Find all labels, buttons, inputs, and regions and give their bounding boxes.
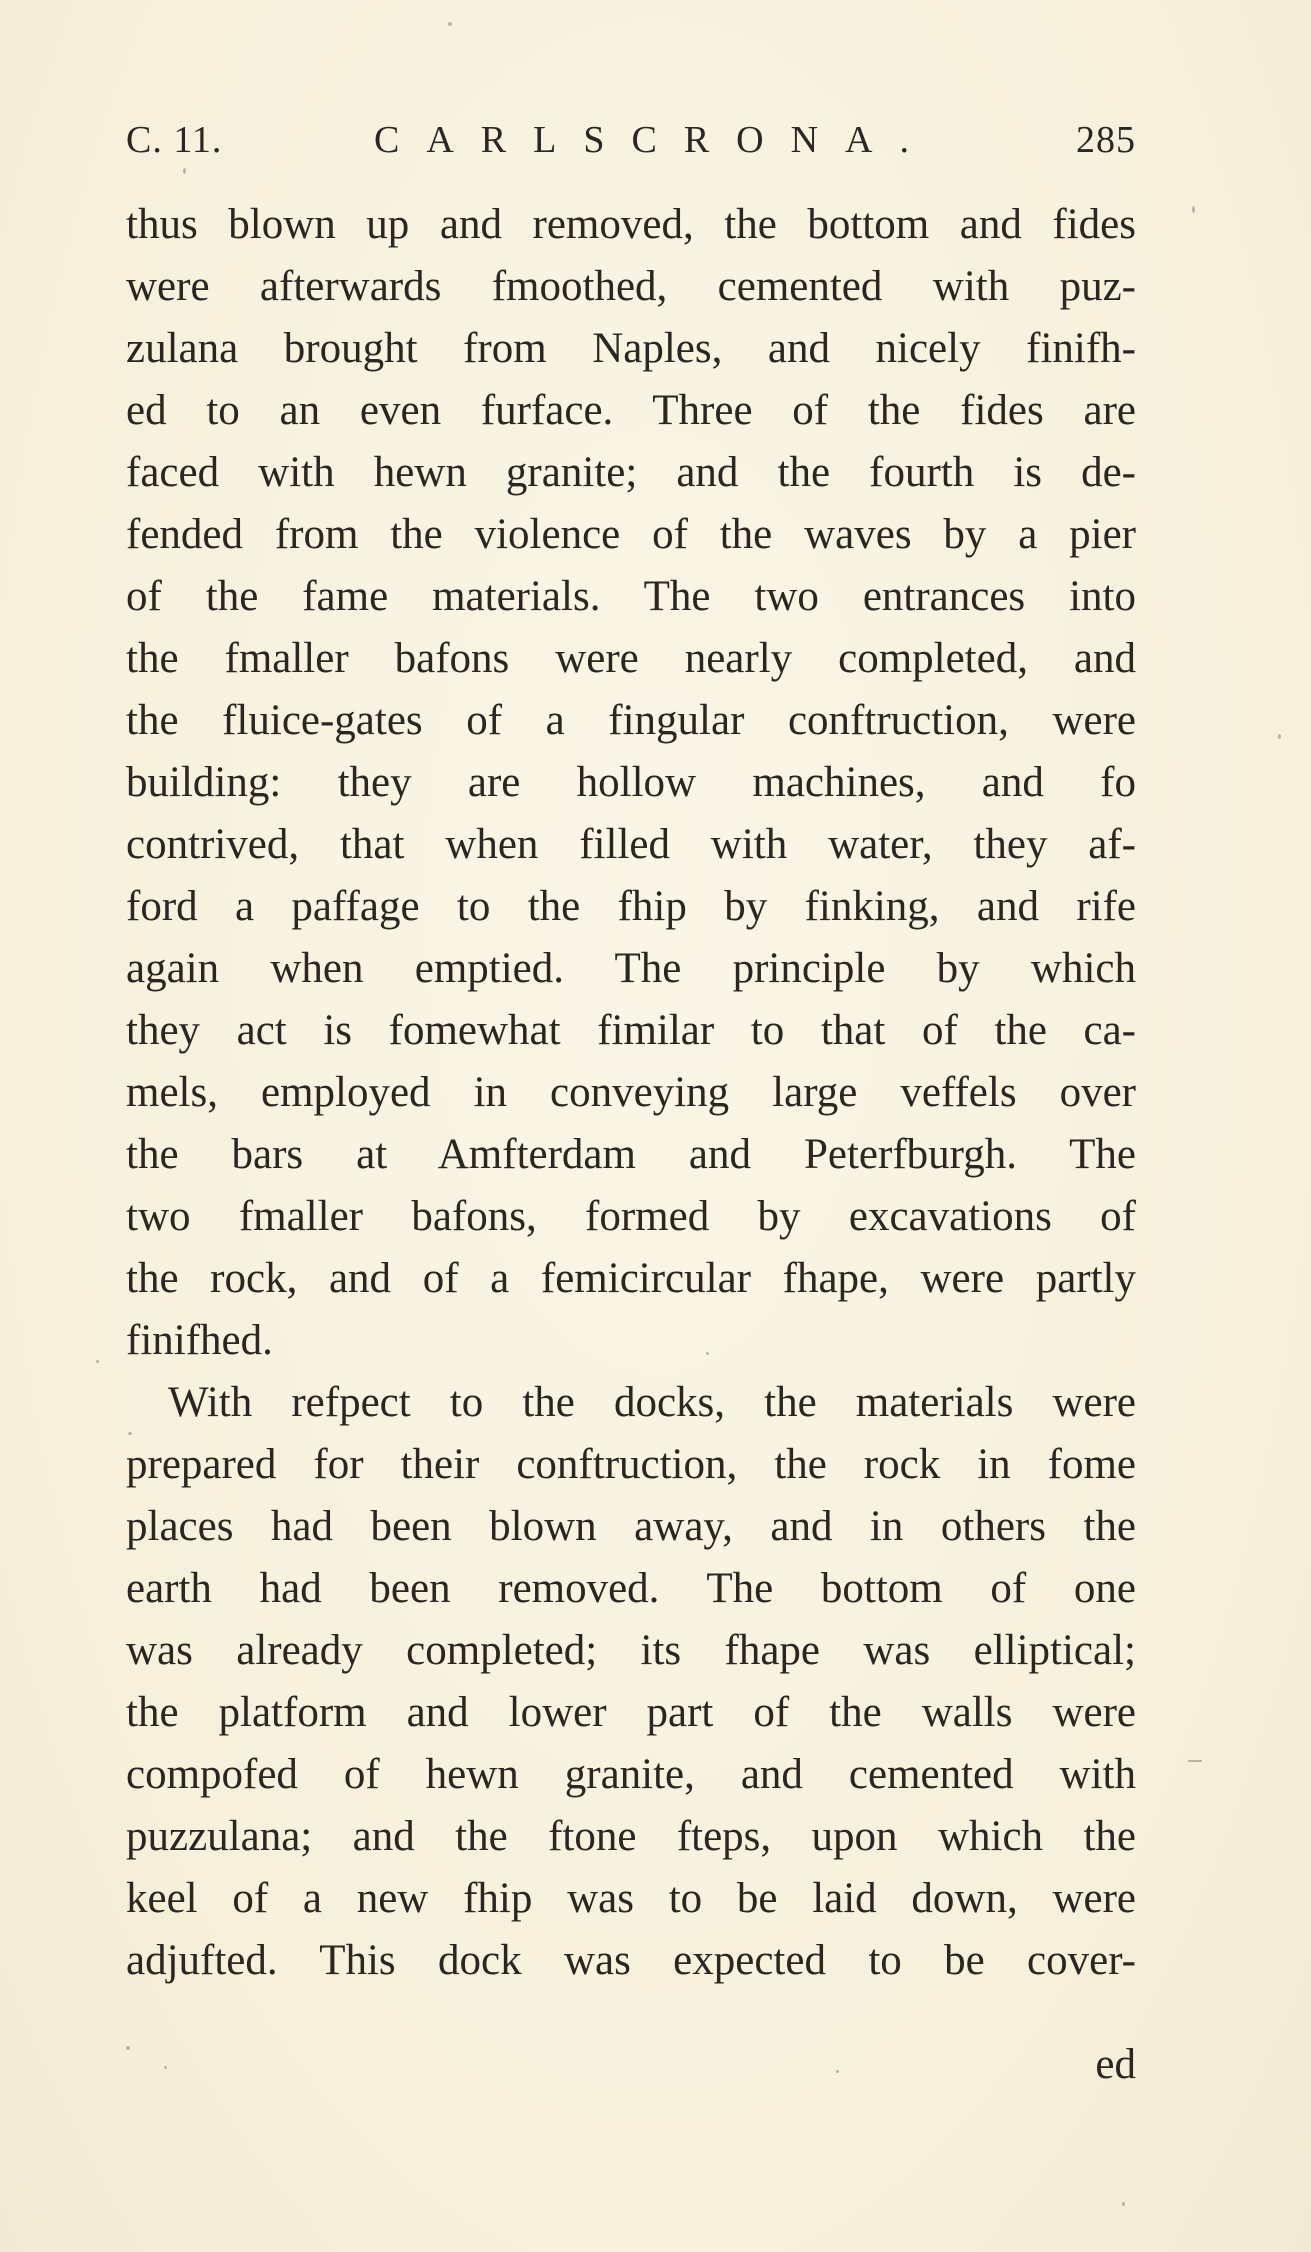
text-line: again when emptied. The principle by which bbox=[126, 945, 1136, 992]
text-line: the platform and lower part of the walls were bbox=[126, 1689, 1136, 1736]
text-line: building: they are hollow machines, and fo bbox=[126, 759, 1136, 806]
text-line: places had been blown away, and in others the bbox=[126, 1503, 1136, 1550]
paper-speck bbox=[836, 2070, 839, 2073]
text-line: fended from the violence of the waves by a pier bbox=[126, 511, 1136, 558]
paper-speck bbox=[448, 22, 452, 26]
paper-speck bbox=[706, 1352, 709, 1355]
paper-speck bbox=[1278, 734, 1281, 739]
text-line: finifhed. bbox=[126, 1317, 273, 1364]
text-line: mels, employed in conveying large veffels over bbox=[126, 1069, 1136, 1116]
text-line: earth had been removed. The bottom of one bbox=[126, 1565, 1136, 1612]
text-line: puzzulana; and the ftone fteps, upon which the bbox=[126, 1813, 1136, 1860]
catchword: ed bbox=[1095, 2041, 1136, 2088]
text-line: keel of a new fhip was to be laid down, were bbox=[126, 1875, 1136, 1922]
chapter-reference: C. 11. bbox=[126, 119, 223, 161]
text-line: ed to an even furface. Three of the fides are bbox=[126, 387, 1136, 434]
text-line: the rock, and of a femicircular fhape, were partly bbox=[126, 1255, 1136, 1302]
paper-speck bbox=[96, 1360, 99, 1363]
text-line: the fluice-gates of a fingular conftruction, were bbox=[126, 697, 1136, 744]
text-line: was already completed; its fhape was elliptical; bbox=[126, 1627, 1136, 1674]
text-line: the bars at Amfterdam and Peterfburgh. The bbox=[126, 1131, 1136, 1178]
text-line: prepared for their conftruction, the rock in fome bbox=[126, 1441, 1136, 1488]
running-title: CARLSCRONA. bbox=[374, 119, 936, 161]
text-line: contrived, that when filled with water, they af- bbox=[126, 821, 1136, 868]
paper-speck bbox=[1192, 206, 1195, 213]
paper-speck bbox=[183, 168, 186, 174]
text-line: faced with hewn granite; and the fourth is de- bbox=[126, 449, 1136, 496]
paper-speck bbox=[164, 2066, 167, 2069]
paper-speck bbox=[128, 1432, 132, 1435]
text-line: two fmaller bafons, formed by excavations of bbox=[126, 1193, 1136, 1240]
text-line: thus blown up and removed, the bottom and fides bbox=[126, 201, 1136, 248]
page-number: 285 bbox=[1076, 119, 1136, 161]
paper-speck bbox=[126, 2046, 130, 2050]
text-line: With refpect to the docks, the materials were bbox=[168, 1379, 1136, 1426]
text-line: they act is fomewhat fimilar to that of the ca- bbox=[126, 1007, 1136, 1054]
paper-speck bbox=[1122, 2202, 1125, 2206]
text-line: the fmaller bafons were nearly completed, and bbox=[126, 635, 1136, 682]
text-line: of the fame materials. The two entrances into bbox=[126, 573, 1136, 620]
text-line: zulana brought from Naples, and nicely finifh- bbox=[126, 325, 1136, 372]
paper-speck bbox=[1188, 1760, 1202, 1762]
text-line: were afterwards fmoothed, cemented with puz- bbox=[126, 263, 1136, 310]
text-line: ford a paffage to the fhip by finking, and rife bbox=[126, 883, 1136, 930]
text-line: compofed of hewn granite, and cemented with bbox=[126, 1751, 1136, 1798]
body-text bbox=[126, 194, 1136, 1992]
running-head bbox=[126, 118, 1136, 168]
text-line: adjufted. This dock was expected to be cover- bbox=[126, 1937, 1136, 1984]
